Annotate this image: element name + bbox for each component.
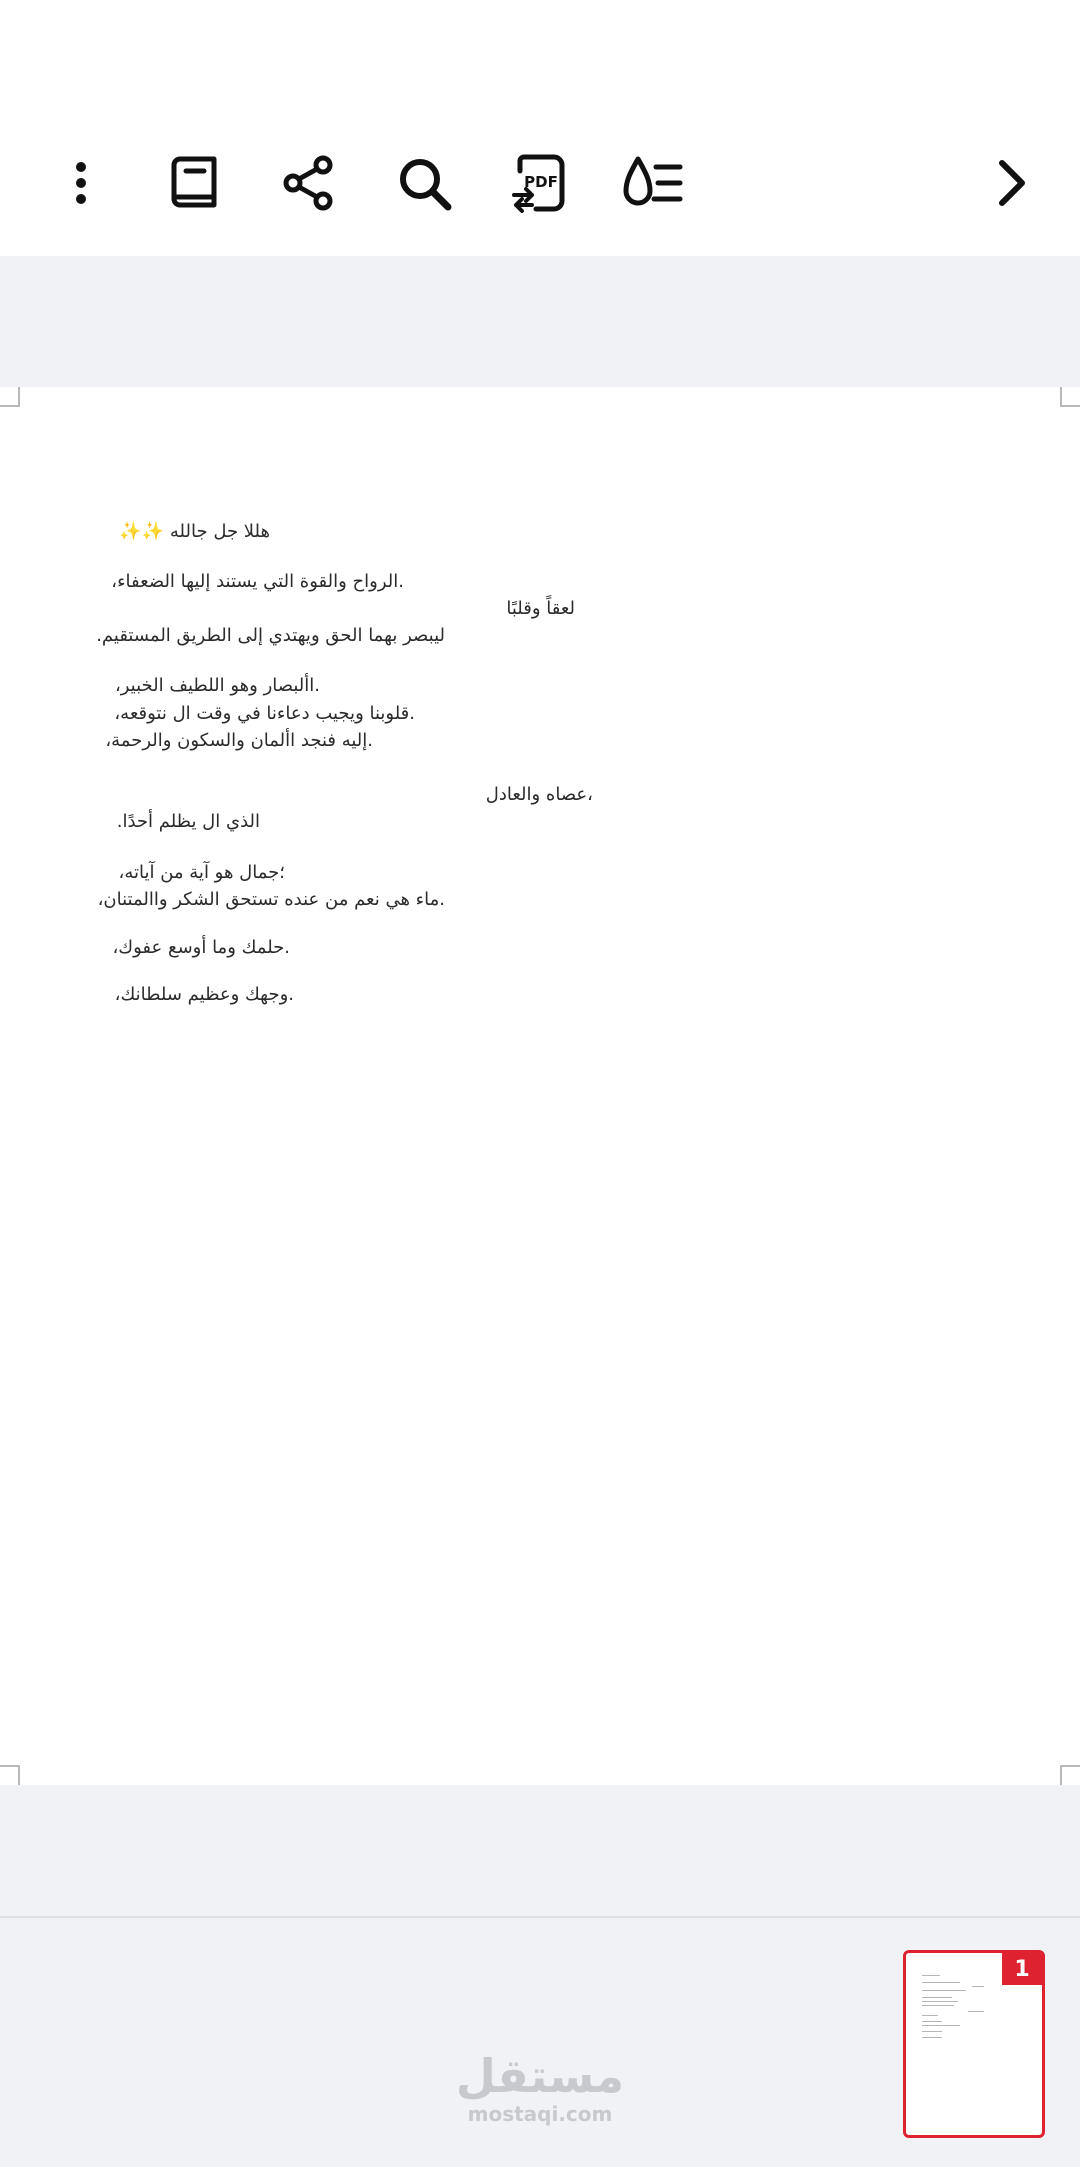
bottom-panel-divider [0, 1916, 1080, 1918]
more-vertical-icon[interactable] [36, 138, 126, 228]
thumb-text-line [972, 1986, 984, 1987]
document-line: الذي ال يظلم أحدًا. [116, 811, 260, 832]
document-line: .ماء هي نعم من عنده تستحق الشكر واالمتنان، [97, 889, 445, 910]
thumb-text-line [922, 2031, 942, 2032]
thumb-text-line [922, 2015, 938, 2016]
search-icon[interactable] [379, 138, 469, 228]
thumb-text-line [922, 2025, 960, 2026]
thumb-text-line [922, 2021, 942, 2022]
thumb-text-line [968, 2011, 984, 2012]
chevron-right-icon[interactable] [966, 138, 1056, 228]
document-line: .األبصار وهو اللطيف الخبير، [114, 675, 320, 696]
page-corner-mark [1060, 387, 1080, 407]
thumb-text-line [922, 1975, 940, 1976]
page-corner-mark [0, 1765, 20, 1785]
svg-text:PDF: PDF [524, 173, 558, 191]
document-line: ليبصر بهما الحق ويهتدي إلى الطريق المستقيم. [96, 625, 445, 646]
thumb-text-line [922, 2005, 954, 2006]
thumb-text-line [922, 1997, 952, 1998]
document-line: .قلوبنا ويجيب دعاءنا في وقت ال نتوقعه، [114, 703, 415, 724]
watermark-arabic: مستقل [455, 2049, 625, 2103]
watermark-latin: mostaqi.com [467, 2102, 613, 2126]
document-line: .حلمك وما أوسع عفوك، [112, 937, 290, 958]
document-line: لعقاً وقلبًا [506, 598, 575, 619]
watermark-logo [440, 2050, 640, 2126]
thumb-text-line [922, 1990, 966, 1991]
page-number-badge: 1 [1002, 1953, 1042, 1985]
document-line: .وجهك وعظيم سلطانك، [114, 984, 294, 1005]
pdf-convert-icon[interactable] [493, 138, 583, 228]
document-line: .إليه فنجد األمان والسكون والرحمة، [105, 730, 373, 751]
document-line: .الرواح والقوة التي يستند إليها الضعفاء، [111, 571, 404, 592]
book-icon[interactable] [149, 138, 239, 228]
page-corner-mark [1060, 1765, 1080, 1785]
thumb-text-line [922, 2001, 958, 2002]
ink-menu-icon[interactable] [607, 138, 697, 228]
document-line: ؛جمال هو آية من آياته، [118, 862, 285, 883]
share-icon[interactable] [264, 138, 354, 228]
document-line: ،عصاه والعادل [485, 784, 593, 805]
page-thumbnail[interactable] [903, 1950, 1045, 2138]
toolbar [0, 110, 1080, 256]
document-page[interactable] [0, 387, 1080, 1785]
thumb-text-line [922, 1982, 960, 1983]
thumb-text-line [922, 2037, 942, 2038]
status-bar [0, 0, 1080, 110]
page-corner-mark [0, 387, 20, 407]
document-line: هللا جل جالله ✨✨ [119, 521, 270, 542]
